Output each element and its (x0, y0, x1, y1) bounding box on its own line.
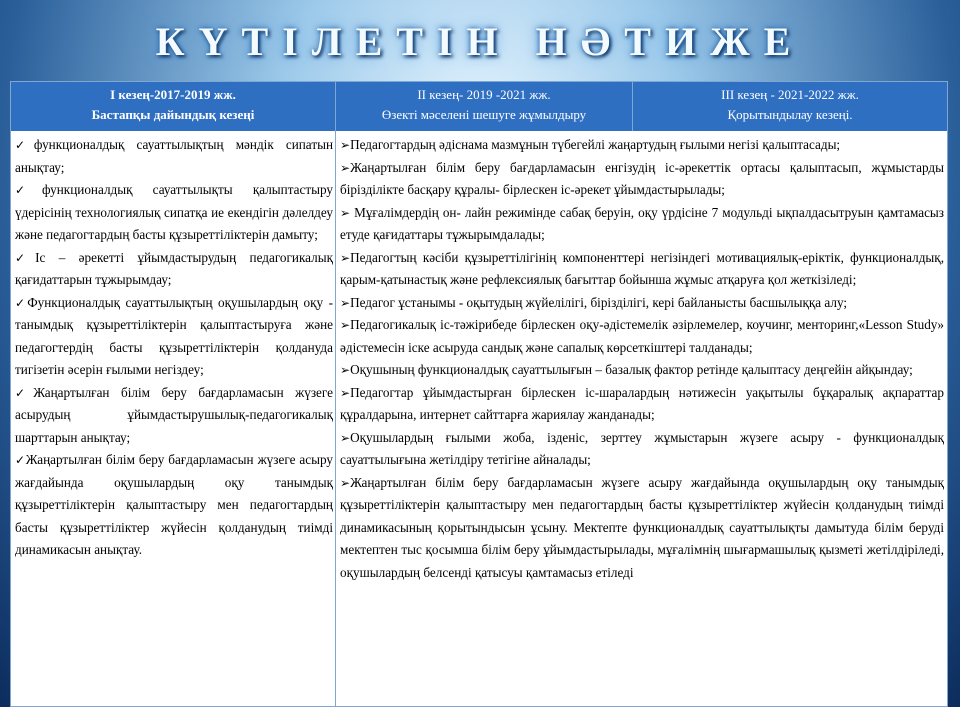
list-item-text: Жаңартылған білім беру бағдарламасын енгізудің іс-әрекеттік ортасы қалыптасып, жұмыстарды бірізділікте басқару құралы- бірлескен іс-әрекет ұйымдастырылады; (340, 159, 944, 197)
header-stage-1-dates: I кезең-2017-2019 жж. (110, 87, 236, 102)
header-stage-1 (11, 85, 335, 125)
list-item (340, 427, 944, 472)
list-item-text: Функционалдық сауаттылықтың оқушылардың оқу - танымдық құзыреттіліктерін қалыптастыруға және педагогтердің басты құзыреттіліктерін қолдануда тигізетін әсерін ғылыми негіздеу; (15, 294, 333, 377)
header-stage-3-name: Қорытындылау кезеңі. (727, 107, 853, 122)
list-item (15, 247, 333, 292)
arrow-bullet-icon: ➢ (340, 160, 351, 175)
arrow-bullet-icon: ➢ (340, 385, 351, 400)
stage-1-results (15, 134, 333, 562)
list-item (15, 382, 333, 450)
list-item-text: Педагогтар ұйымдастырған бірлескен іс-шаралардың нәтижесін уақытылы бұқаралық ақпараттар құралдарына, интернет сайттарға жариялау жанданады; (340, 384, 944, 422)
list-item-text: Оқушылардың ғылыми жоба, ізденіс, зерттеу жұмыстарын жүзеге асыру - функционалдық сауаттылығына жетілдіру тетігіне айналады; (340, 429, 944, 467)
list-item (340, 247, 944, 292)
list-item (340, 134, 944, 157)
arrow-bullet-icon: ➢ (340, 138, 351, 152)
list-item (15, 292, 333, 382)
check-icon: ✓ (15, 295, 28, 310)
list-item-text: Педагог ұстанымы - оқытудың жүйелілігі, бірізділігі, кері байланысты басшылыққа алу; (350, 294, 848, 310)
list-item-text: Оқушының функционалдық сауаттылығын – базалық фактор ретінде қалыптасу деңгейін айқындау; (350, 362, 913, 377)
list-item (340, 292, 944, 315)
stage-2-3-results (340, 134, 944, 584)
list-item (340, 314, 944, 359)
page-title: КҮТІЛЕТІН НӘТИЖЕ (155, 19, 805, 64)
check-icon: ✓ (15, 385, 34, 400)
header-stage-2-name: Өзекті мәселені шешуге жұмылдыру (381, 107, 587, 122)
header-stage-2-dates: II кезең- 2019 -2021 жж. (417, 87, 551, 102)
list-item-text: Іс – әрекетті ұйымдастырудың педагогикалық қағидаттарын тұжырымдау; (15, 249, 333, 287)
list-item-text: Педагогтың кәсіби құзыреттілігінің компоненттері негізіндегі мотивациялық-еріктік, функционалдық, қарым-қатынастық және рефлексиялық бағыттар бойынша жұмыс атқаруға қол жеткізіледі; (340, 249, 944, 287)
header-stage-3-dates: III кезең - 2021-2022 жж. (721, 87, 859, 102)
check-icon: ✓ (15, 138, 34, 152)
check-icon: ✓ (15, 183, 42, 197)
arrow-bullet-icon: ➢ (340, 318, 351, 332)
header-stage-3 (633, 85, 947, 125)
arrow-bullet-icon: ➢ (340, 295, 351, 310)
list-item-text: Педагогикалық іс-тәжірибеде бірлескен оқу-әдістемелік әзірлемелер, коучинг, менторинг,«Lesson Study» әдістемесін іске асыруда сандық және сапалық көрсеткіштері талданады; (340, 317, 944, 355)
table-header (11, 82, 947, 131)
list-item (340, 202, 944, 247)
list-item-text: Жаңартылған білім беру бағдарламасын жүзеге асыру жағдайында оқушылардың оқу танымдық құзыреттіліктерін қалыптастыру мен педагогтардың басты құзыреттіліктер жүйесін қолданудың тиімді динамикасының қорытындысын ұсыну. Мектепте функционалдық сауаттылықты дамытуда білім беруді мектептен тыс қосымша білім беру ұйымдастырылады, мұғалімнің шығармашылық қызметі жетілдіріледі, оқушылардың белсенді қатысуы қамтамасыз етіледі (340, 474, 944, 580)
list-item-text: Жаңартылған білім беру бағдарламасын жүзеге асыру жағдайында оқушылардың оқу танымдық құзыреттіліктерін қалыптастыру мен педагогтардың басты құзыреттіліктер жүйесін қолданудың тиімді динамикасын анықтау. (15, 452, 334, 557)
arrow-bullet-icon: ➢ (340, 363, 351, 377)
arrow-bullet-icon: ➢ (340, 475, 351, 490)
results-table (10, 81, 948, 707)
list-item (340, 157, 944, 202)
list-item-text: функционалдық сауаттылықтың мәндік сипатын анықтау; (15, 137, 333, 175)
list-item-text: Педагогтардың әдіснама мазмұнын түбегейлі жаңартудың ғылыми негізі қалыптасады; (350, 137, 841, 152)
header-divider (632, 82, 633, 131)
arrow-bullet-icon: ➢ (340, 250, 351, 265)
arrow-bullet-icon: ➢ (340, 430, 351, 445)
list-item (15, 134, 333, 179)
header-stage-2 (336, 85, 632, 125)
list-item (340, 472, 944, 585)
list-item-text: функционалдық сауаттылықты қалыптастыру үдерісінің технологиялық сипатқа ие екендігін дәлелдеу және педагогтардың басты құзыреттіліктерін дамыту; (15, 182, 333, 242)
list-item-text: Мұғалімдердің он- лайн режимінде сабақ беруін, оқу үрдісіне 7 модульді ықпалдасытруын қамтамасыз етуде қағидаттары тұжырымдалады; (340, 204, 944, 242)
check-icon: ✓ (15, 453, 26, 467)
header-stage-1-name: Бастапқы дайындық кезеңі (91, 107, 255, 122)
list-item (15, 179, 333, 247)
check-icon: ✓ (15, 250, 36, 265)
arrow-bullet-icon: ➢ (340, 205, 351, 220)
list-item (15, 449, 333, 562)
list-item (340, 359, 944, 382)
list-item-text: Жаңартылған білім беру бағдарламасын жүзеге асырудың ұйымдастырушылық-педагогикалық шарттарын анықтау; (15, 384, 334, 445)
column-divider (335, 82, 336, 706)
list-item (340, 382, 944, 427)
